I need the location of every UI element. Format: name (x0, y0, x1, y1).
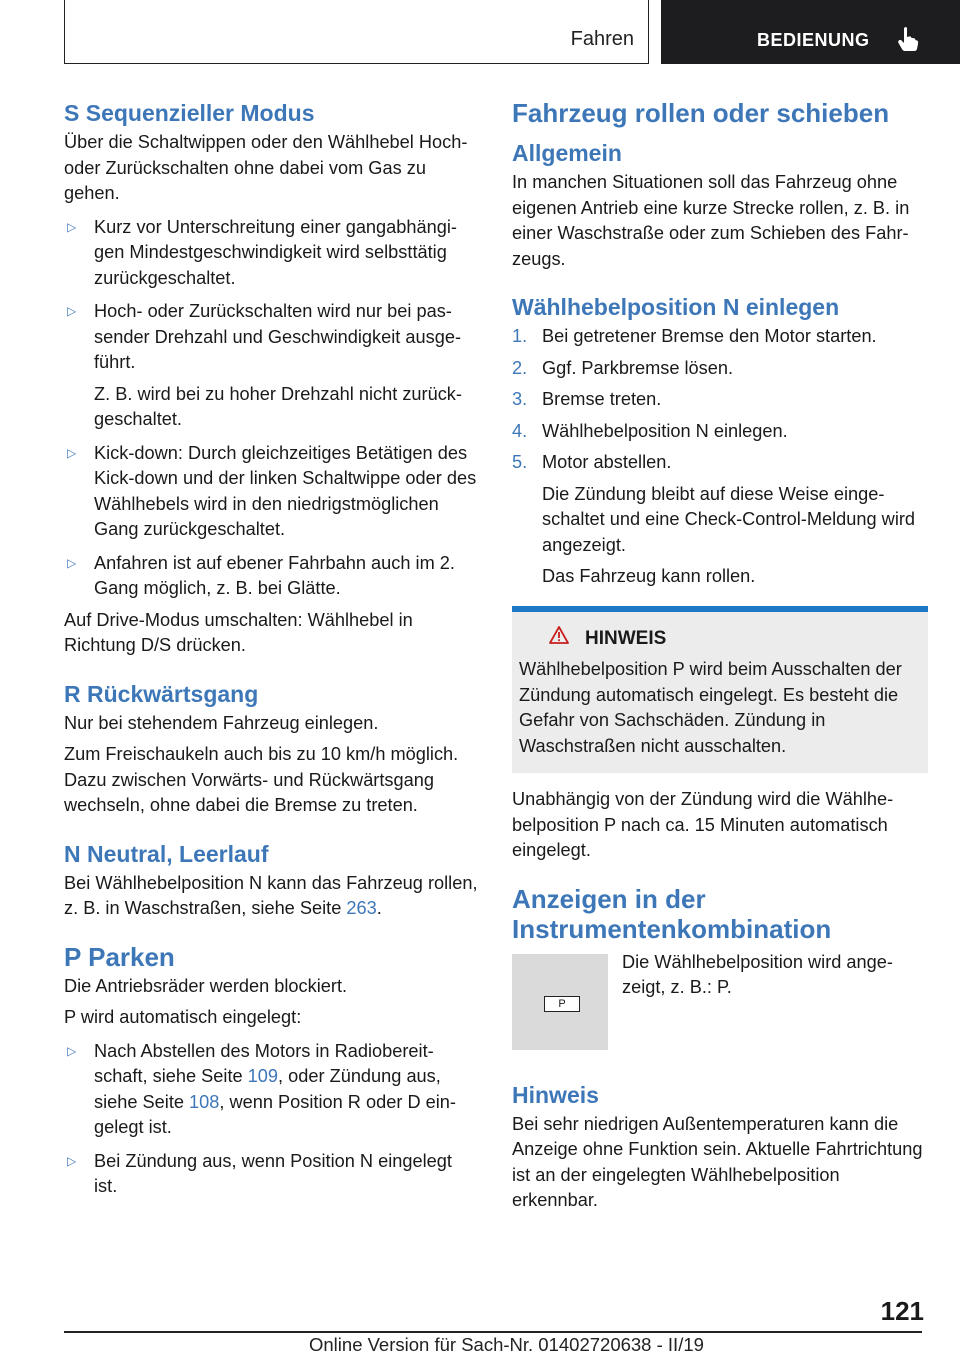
step-continuation: Die Zündung bleibt auf diese Weise eingeschaltet und eine Check-Control-Meldung wird angezeigt. (542, 483, 916, 555)
notice-box (512, 606, 928, 774)
instrument-cluster-image (512, 954, 608, 1050)
list-item: 4. Wählhebelposition N einlegen. (512, 420, 788, 441)
bullet-item: ▷ Kurz vor Unterschreitung einer gangabhängigen Mindestgeschwindigkeit wird selbsttätig zurückgeschaltet. (64, 215, 480, 292)
paragraph: Auf Drive-Modus umschalten: Wählhebel in Richtung D/S drücken. (64, 609, 413, 655)
page-link[interactable]: 109 (247, 1066, 279, 1086)
display-example (512, 951, 928, 1050)
list-item: 3. Bremse treten. (512, 389, 662, 409)
header-section-label: Fahren (570, 28, 634, 50)
bullet-item: ▷ Bei Zündung aus, wenn Position N eingelegt ist. (64, 1149, 480, 1200)
list-item: 5. Motor abstellen. (512, 452, 672, 472)
paragraph: Über die Schaltwippen oder den Wählhebel Hoch- oder Zurückschalten ohne dabei vom Gas zu gehen. (64, 132, 468, 203)
section-title-anzeigen: Anzeigen in der Instrumentenkombination (512, 883, 832, 944)
paragraph: Zum Freischaukeln auch bis zu 10 km/h möglich. Dazu zwischen Vorwärts- und Rückwärtsgang wechseln, ohne dabei die Bremse zu treten. (64, 744, 459, 815)
footer-rule (64, 1331, 922, 1333)
paragraph: Nur bei stehendem Fahrzeug einlegen. (64, 712, 379, 733)
subsection-title-allgemein: Allgemein (512, 140, 622, 166)
notice-title: HINWEIS (585, 627, 667, 649)
paragraph: Bei Wählhebelposition N kann das Fahrzeug rollen, z. B. in Waschstraßen, siehe Seite 263. (64, 872, 478, 918)
page-number: 121 (880, 1296, 924, 1326)
section-title-n: N Neutral, Leerlauf (64, 840, 269, 867)
bullet-item: ▷ Kick-down: Durch gleichzeitiges Betätigen des Kick-down und der linken Schaltwippe oder des Wählhebels wird in den niedrigstmöglichen Gang zurückgeschaltet. (64, 441, 480, 543)
warning-icon (549, 626, 569, 652)
bullet-item: ▷ Nach Abstellen des Motors in Radiobereitschaft, siehe Seite 109, oder Zündung aus, siehe Seite 108, wenn Position R oder D eingelegt ist. (64, 1039, 480, 1141)
hand-pointer-icon (897, 26, 919, 57)
step-continuation: Das Fahrzeug kann rollen. (542, 566, 756, 586)
bullet-continuation: Z. B. wird bei zu hoher Drehzahl nicht zurückgeschaltet. (94, 383, 462, 429)
list-item: 2. Ggf. Parkbremse lösen. (512, 357, 734, 378)
section-title-p: P Parken (64, 941, 175, 972)
section-title-r: R Rückwärtsgang (64, 680, 259, 707)
left-column (64, 98, 480, 1200)
gear-indicator: P (544, 996, 580, 1012)
header-section-box (64, 0, 649, 64)
subsection-title-n-einlegen: Wählhebelposition N einlegen (512, 294, 840, 320)
header-chapter-label: BEDIENUNG (757, 30, 870, 50)
section-title-s: S Sequenzieller Modus (64, 100, 315, 126)
paragraph: In manchen Situationen soll das Fahrzeug ohne eigenen Antrieb eine kurze Strecke rollen, z. B. in einer Waschstraße oder zum Schieben des Fahrzeugs. (512, 172, 910, 269)
step-list (512, 324, 928, 476)
notice-header (549, 626, 916, 652)
paragraph: Bei sehr niedrigen Außentemperaturen kann die Anzeige ohne Funktion sein. Aktuelle Fahrtrichtung ist an der eingelegten Wählhebelposition erkennbar. (512, 1113, 923, 1210)
paragraph: Die Wählhebelposition wird angezeigt, z. B.: P. (622, 951, 893, 997)
paragraph: Unabhängig von der Zündung wird die Wählhebelposition P nach ca. 15 Minuten automatisch eingelegt. (512, 789, 894, 860)
bullet-item: ▷ Anfahren ist auf ebener Fahrbahn auch im 2. Gang möglich, z. B. bei Glätte. (64, 551, 480, 602)
subsection-title-hinweis: Hinweis (512, 1081, 599, 1108)
paragraph: Die Antriebsräder werden blockiert. (64, 975, 348, 996)
notice-text: Wählhebelposition P wird beim Ausschalten der Zündung automatisch eingelegt. Es besteht die Gefahr von Sachschäden. Zündung in Waschstraßen nicht ausschalten. (519, 659, 902, 756)
right-column (512, 98, 928, 1214)
paragraph: P wird automatisch eingelegt: (64, 1007, 302, 1027)
page-link[interactable]: 108 (189, 1091, 220, 1112)
footer-online-version: Online Version für Sach-Nr. 01402720638 - II/19 (309, 1334, 704, 1355)
header-chapter-box (661, 0, 960, 64)
bullet-item: ▷ Hoch- oder Zurückschalten wird nur bei passender Drehzahl und Geschwindigkeit ausgeführt. (64, 299, 480, 376)
section-title-rollen: Fahrzeug rollen oder schieben (512, 98, 890, 128)
page-link[interactable]: 263 (346, 898, 377, 918)
list-item: 1. Bei getretener Bremse den Motor starten. (512, 326, 877, 346)
